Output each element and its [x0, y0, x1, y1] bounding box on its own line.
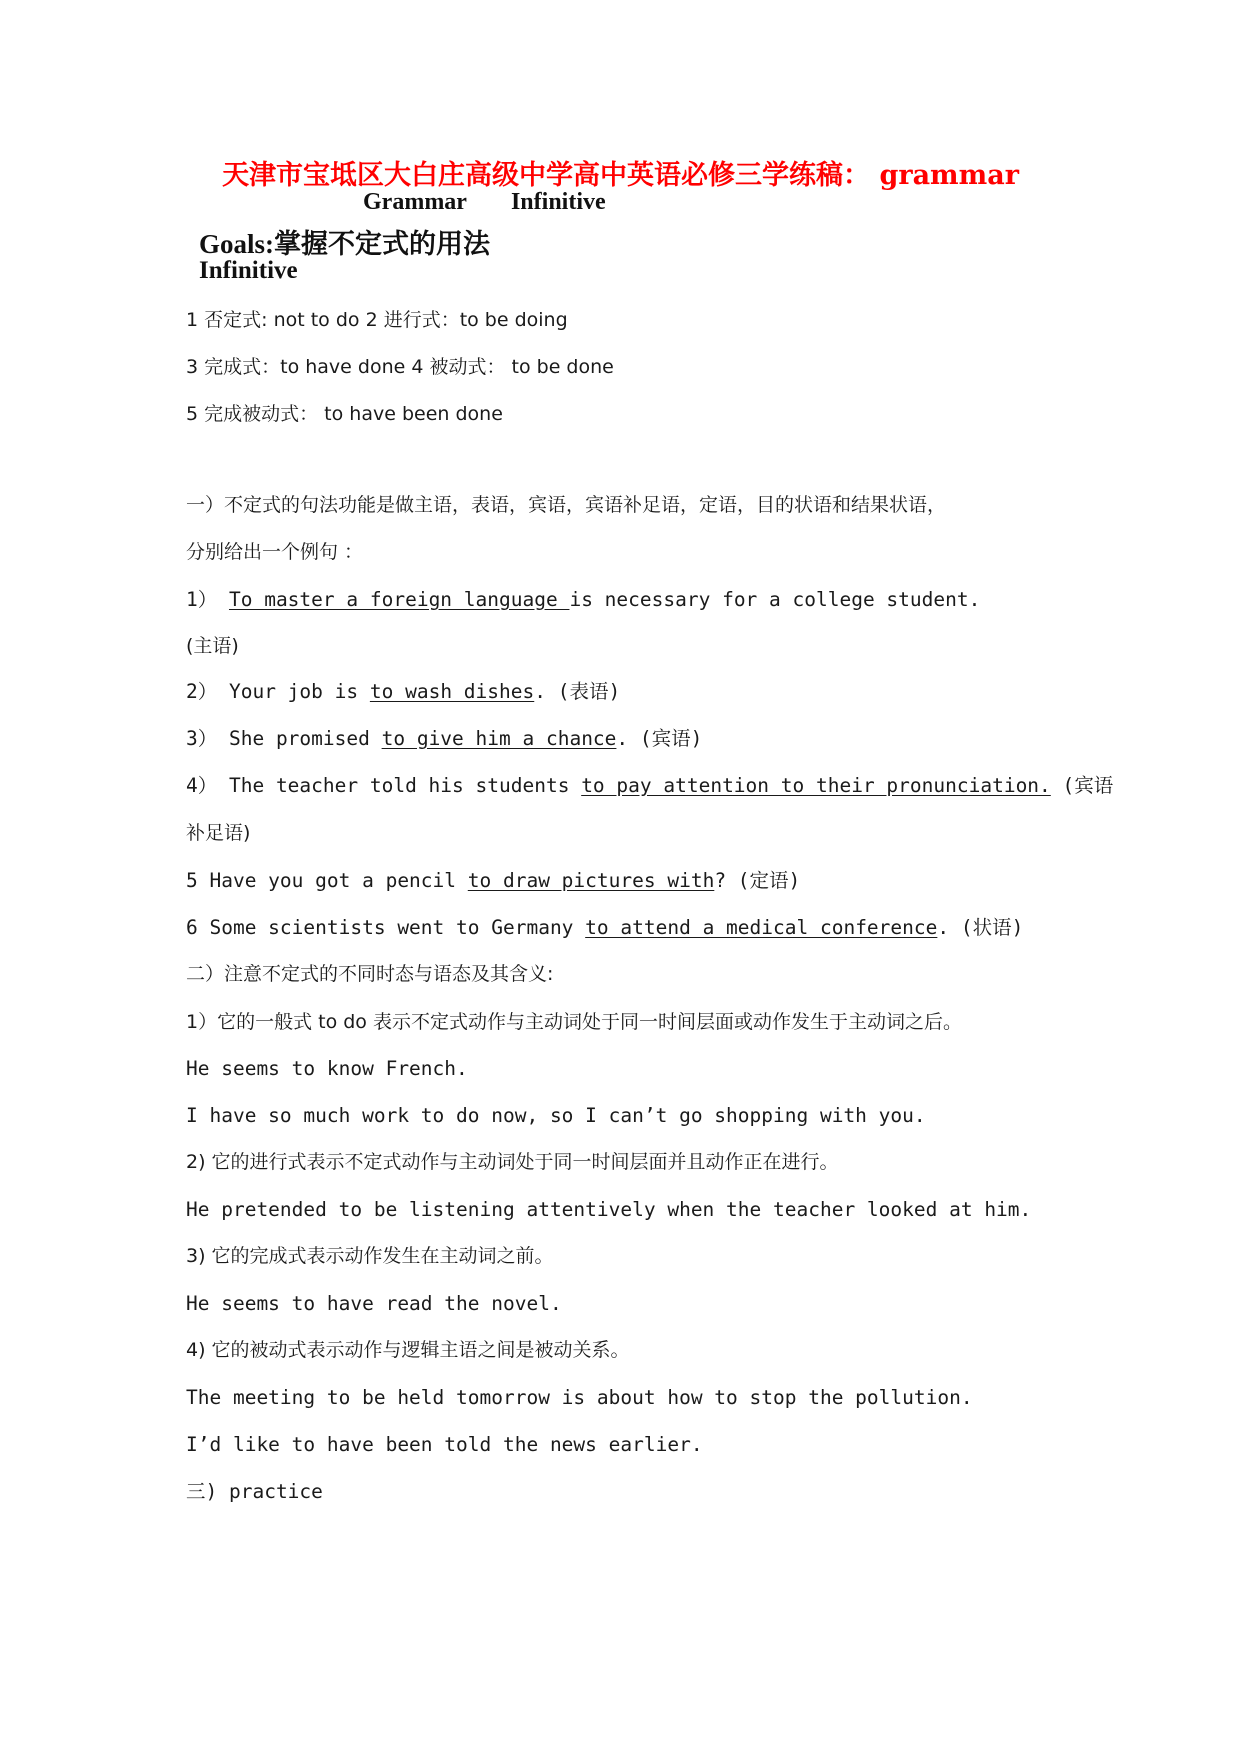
example-1-role: (主语) [186, 635, 239, 657]
example-2-post: . (表语) [534, 680, 621, 703]
section2-line-8: 4) 它的被动式表示动作与逻辑主语之间是被动关系。 [186, 1339, 630, 1361]
forms-line-2: 3 完成式：to have done 4 被动式： to be done [186, 356, 614, 378]
section2-line-4: 2) 它的进行式表示不定式动作与主动词处于同一时间层面并且动作正在进行。 [186, 1151, 839, 1173]
section2-line-1: 1）它的一般式 to do 表示不定式动作与主动词处于同一时间层面或动作发生于主动词之后。 [186, 1011, 962, 1033]
section2-line-5: He pretended to be listening attentively when the teacher looked at him. [186, 1198, 1032, 1221]
example-1-underlined: To master a foreign language [228, 588, 570, 611]
infinitive-heading-label: Infinitive [510, 189, 606, 215]
topic-heading [363, 189, 606, 216]
section2-line-10: I’d like to have been told the news earlier. [186, 1433, 703, 1456]
infinitive-subheading: Infinitive [199, 257, 298, 284]
page-title: 天津市宝坻区大白庄高级中学高中英语必修三学练稿： grammar [222, 160, 1019, 191]
example-4 [186, 774, 1113, 798]
example-2-pre: 2） Your job is [186, 680, 370, 703]
section2-line-9: The meeting to be held tomorrow is about how to stop the pollution. [186, 1386, 973, 1409]
example-3-post: . (宾语) [616, 727, 703, 750]
section2-line-2: He seems to know French. [186, 1057, 468, 1080]
example-4-pre: 4） The teacher told his students [186, 774, 582, 797]
example-4-role-cont: 补足语) [186, 822, 251, 844]
forms-line-1: 1 否定式: not to do 2 进行式：to be doing [186, 309, 568, 331]
example-6-underlined: to attend a medical conference [585, 916, 938, 939]
example-3 [186, 727, 702, 751]
section3-heading: 三) practice [186, 1480, 323, 1503]
example-3-underlined: to give him a chance [381, 727, 617, 750]
section1-heading-cont: 分别给出一个例句 ： [186, 541, 364, 563]
example-5-post: ? (定语) [714, 869, 801, 892]
example-6 [186, 916, 1023, 940]
section2-heading: 二）注意不定式的不同时态与语态及其含义: [186, 963, 554, 985]
example-6-post: . (状语) [937, 916, 1024, 939]
example-6-pre: 6 Some scientists went to Germany [186, 916, 586, 939]
forms-line-3: 5 完成被动式： to have been done [186, 403, 503, 425]
goals-heading: Goals:掌握不定式的用法 [199, 229, 491, 259]
example-1-pre: 1） [186, 588, 229, 611]
section2-line-3: I have so much work to do now, so I can’t go shopping with you. [186, 1104, 926, 1127]
section2-line-6: 3) 它的完成式表示动作发生在主动词之前。 [186, 1245, 554, 1267]
grammar-label: Grammar [363, 189, 467, 215]
example-1 [186, 588, 980, 612]
example-4-underlined: to pay attention to their pronunciation. [581, 774, 1051, 797]
example-5 [186, 869, 800, 893]
section2-line-7: He seems to have read the novel. [186, 1292, 562, 1315]
example-5-underlined: to draw pictures with [467, 869, 715, 892]
example-3-pre: 3） She promised [186, 727, 382, 750]
example-2 [186, 680, 620, 704]
section1-heading: 一）不定式的句法功能是做主语，表语，宾语，宾语补足语，定语，目的状语和结果状语， [186, 494, 947, 516]
example-5-pre: 5 Have you got a pencil [186, 869, 468, 892]
example-4-post: (宾语 [1050, 774, 1114, 797]
example-1-post: is necessary for a college student. [569, 588, 981, 611]
example-2-underlined: to wash dishes [369, 680, 535, 703]
